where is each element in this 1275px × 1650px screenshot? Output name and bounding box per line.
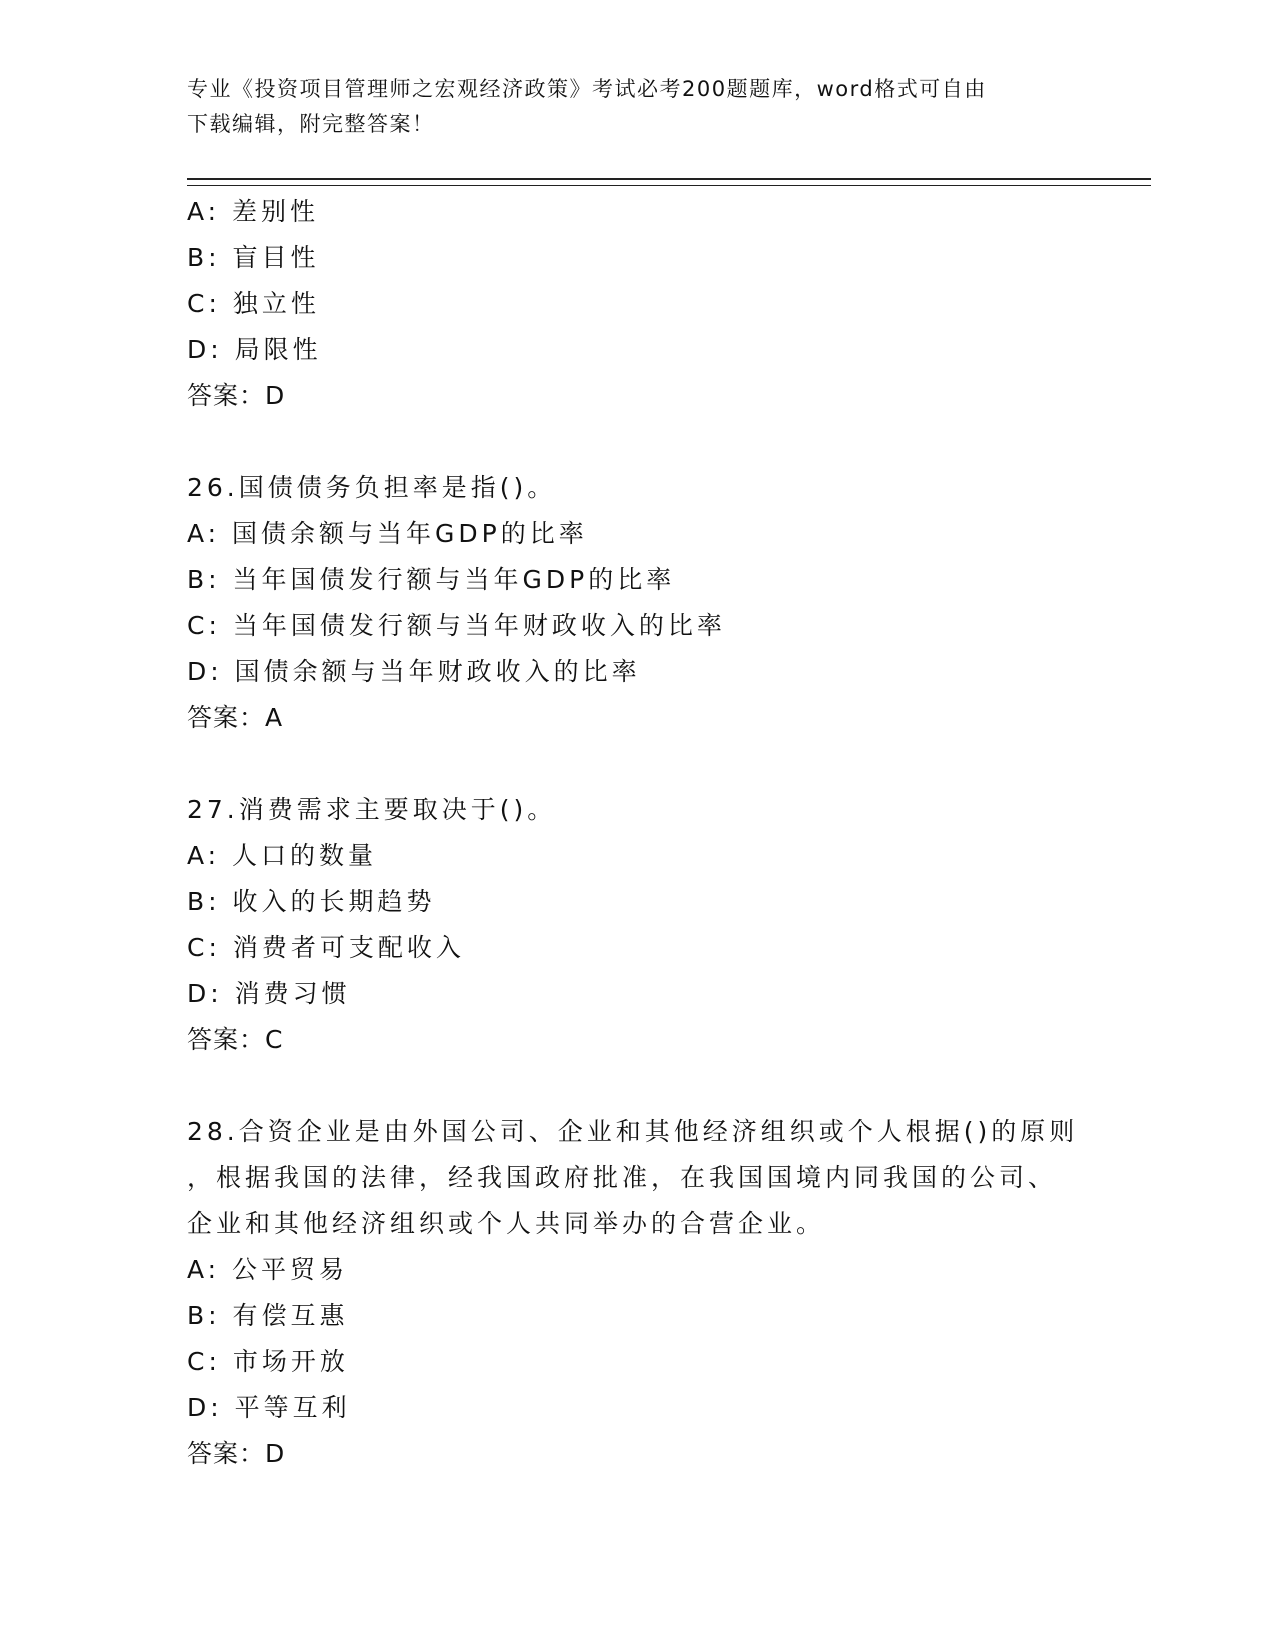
q26-option-d: D: 国债余额与当年财政收入的比率 — [187, 657, 641, 686]
q25-option-b: B: 盲目性 — [187, 243, 320, 272]
q28-option-b: B: 有偿互惠 — [187, 1301, 349, 1330]
page-header — [187, 72, 1087, 142]
q27-option-d: D: 消费习惯 — [187, 979, 351, 1008]
header-line-1: 专业《投资项目管理师之宏观经济政策》考试必考200题题库，word格式可自由 — [187, 77, 987, 101]
q28-option-d: D: 平等互利 — [187, 1393, 351, 1422]
q28-stem-line-2: ，根据我国的法律，经我国政府批准，在我国国境内同我国的公司、 — [187, 1163, 1058, 1192]
q25-option-a: A: 差别性 — [187, 197, 320, 226]
q27-option-a: A: 人口的数量 — [187, 841, 378, 870]
q28-stem-line-3: 企业和其他经济组织或个人共同举办的合营企业。 — [187, 1209, 826, 1238]
q25-answer: 答案：D — [187, 381, 286, 410]
q26-option-c: C: 当年国债发行额与当年财政收入的比率 — [187, 611, 726, 640]
q27-option-c: C: 消费者可支配收入 — [187, 933, 465, 962]
q28-answer: 答案：D — [187, 1439, 286, 1468]
q27-stem: 27.消费需求主要取决于()。 — [187, 795, 557, 824]
q28-option-a: A: 公平贸易 — [187, 1255, 349, 1284]
header-line-2: 下载编辑，附完整答案！ — [187, 112, 435, 136]
q28-stem-line-1: 28.合资企业是由外国公司、企业和其他经济组织或个人根据()的原则 — [187, 1117, 1079, 1146]
q28-option-c: C: 市场开放 — [187, 1347, 349, 1376]
q27-answer: 答案：C — [187, 1025, 284, 1054]
q27-option-b: B: 收入的长期趋势 — [187, 887, 436, 916]
q26-stem: 26.国债债务负担率是指()。 — [187, 473, 557, 502]
q26-option-b: B: 当年国债发行额与当年GDP的比率 — [187, 565, 676, 594]
q25-option-d: D: 局限性 — [187, 335, 322, 364]
q26-answer: 答案：A — [187, 703, 284, 732]
q25-option-c: C: 独立性 — [187, 289, 320, 318]
header-divider — [187, 178, 1151, 186]
q26-option-a: A: 国债余额与当年GDP的比率 — [187, 519, 588, 548]
